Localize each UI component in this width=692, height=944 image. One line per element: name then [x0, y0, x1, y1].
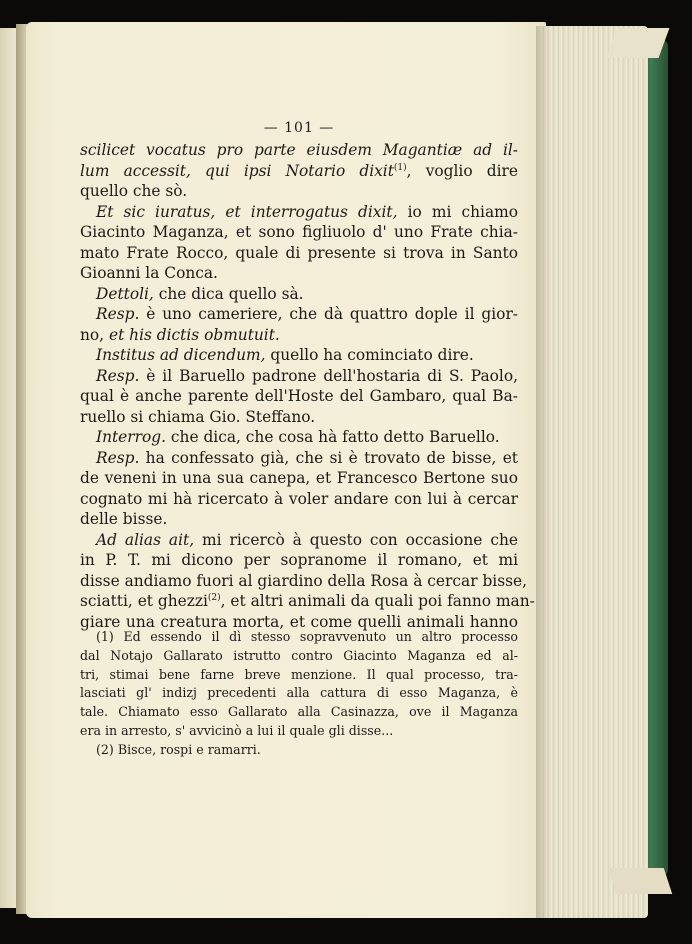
text-segment: no, — [80, 325, 109, 344]
text-segment: è il Baruello padrone dell'hostaria di S. Paolo, — [139, 366, 518, 385]
text-segment: ruello si chiama Gio. Steffano. — [80, 407, 316, 426]
text-line — [80, 489, 518, 510]
body-text — [80, 140, 535, 632]
text-line — [80, 263, 518, 284]
footnote-line: tale. Chiamato esso Gallarato alla Casinazza, ove il Maganza — [80, 704, 518, 720]
text-line — [80, 345, 518, 366]
text-segment: disse andiamo fuori al giardino della Rosa à cercar bisse, — [80, 571, 528, 590]
page-body — [80, 118, 535, 632]
text-line — [80, 468, 518, 489]
text-line — [80, 509, 518, 530]
text-segment: , voglio dire — [406, 161, 518, 180]
text-segment: Gioanni la Conca. — [80, 264, 218, 282]
text-segment: lum accessit, qui ipsi Notario dixit — [80, 161, 394, 180]
footnote-line: lasciati gl' indizj precedenti alla cattura di esso Maganza, è — [80, 685, 518, 701]
text-line — [80, 448, 518, 469]
text-segment: de veneni in una sua canepa, et Francesco Bertone suo — [80, 469, 518, 487]
text-line — [80, 386, 518, 407]
text-segment: Institus ad dicendum, — [96, 346, 266, 364]
text-segment: qual è anche parente dell'Hoste del Gambaro, qual Ba- — [80, 387, 518, 405]
footnote-line: tri, stimai bene farne breve menzione. Il qual processo, tra- — [80, 666, 518, 682]
footnotes — [80, 628, 518, 760]
text-line — [80, 325, 518, 346]
footnote-ref: (2) — [207, 592, 221, 603]
text-segment: et his dictis obmutuit. — [108, 325, 280, 344]
page-stack-edges — [540, 26, 648, 918]
text-segment: mi ricercò à questo con occasione che — [194, 530, 518, 549]
page-number: — 101 — — [263, 120, 335, 136]
text-line — [80, 304, 518, 325]
text-line — [80, 530, 518, 551]
text-line — [80, 407, 518, 428]
text-segment: Resp. — [96, 305, 140, 323]
text-segment: , et altri animali da quali poi fanno man- — [220, 592, 535, 610]
text-segment: in P. T. mi dicono per sopranome il romano, et mi — [80, 551, 518, 569]
text-segment: Et sic iuratus, et interrogatus dixit, — [96, 202, 398, 221]
text-line — [80, 284, 518, 305]
text-segment: Interrog. — [96, 428, 167, 446]
text-segment: quello che sò. — [80, 182, 188, 200]
text-segment: che dica quello sà. — [153, 284, 304, 303]
footnote-line: (1) Ed essendo il dì stesso sopravvenuto un altro processo — [96, 629, 518, 644]
text-segment: ha confessato già, che si è trovato de bisse, et — [139, 448, 518, 467]
text-segment: Resp. — [96, 448, 140, 467]
text-segment: che dica, che cosa hà fatto detto Baruello. — [166, 428, 500, 446]
text-segment: Giacinto Maganza, et sono figliuolo d' uno Frate chia- — [80, 223, 518, 241]
text-segment: scilicet vocatus pro parte eiusdem Magantiæ ad il- — [80, 141, 518, 159]
text-segment: sciatti, et ghezzi — [80, 592, 208, 610]
footnote-line: era in arresto, s' avvicinò a lui il quale gli disse... — [80, 722, 394, 738]
text-line — [80, 161, 518, 182]
text-segment: delle bisse. — [80, 510, 168, 528]
text-segment: quello ha cominciato dire. — [265, 346, 474, 364]
cover-corner-top — [607, 28, 670, 58]
page-stack-shadow — [536, 26, 550, 918]
text-segment: Ad alias ait, — [96, 530, 195, 549]
text-line — [80, 202, 518, 223]
text-segment: io mi chiamo — [397, 202, 518, 221]
text-line — [80, 591, 535, 612]
footnote-line: dal Notajo Gallarato istrutto contro Giacinto Maganza ed al- — [80, 647, 518, 663]
text-line — [80, 243, 518, 264]
text-line — [80, 140, 518, 161]
text-segment: mato Frate Rocco, quale di presente si trova in Santo — [80, 243, 518, 262]
text-segment: Dettoli, — [96, 284, 154, 303]
text-segment: giare una creatura morta, et come quelli animali hanno — [80, 612, 518, 631]
text-line — [80, 222, 518, 243]
text-segment: Resp. — [96, 366, 140, 385]
text-line — [80, 427, 518, 448]
text-line — [80, 550, 518, 571]
text-line — [80, 366, 518, 387]
footnote-line: (2) Bisce, rospi e ramarri. — [96, 741, 261, 757]
footnote-ref: (1) — [393, 162, 407, 173]
cover-corner-bottom — [608, 868, 672, 894]
text-line — [80, 181, 518, 202]
text-segment: è uno cameriere, che dà quattro dople il gior- — [139, 305, 518, 323]
text-segment: cognato mi hà ricercato à voler andare con lui à cercar — [80, 489, 518, 508]
text-line — [80, 571, 528, 592]
